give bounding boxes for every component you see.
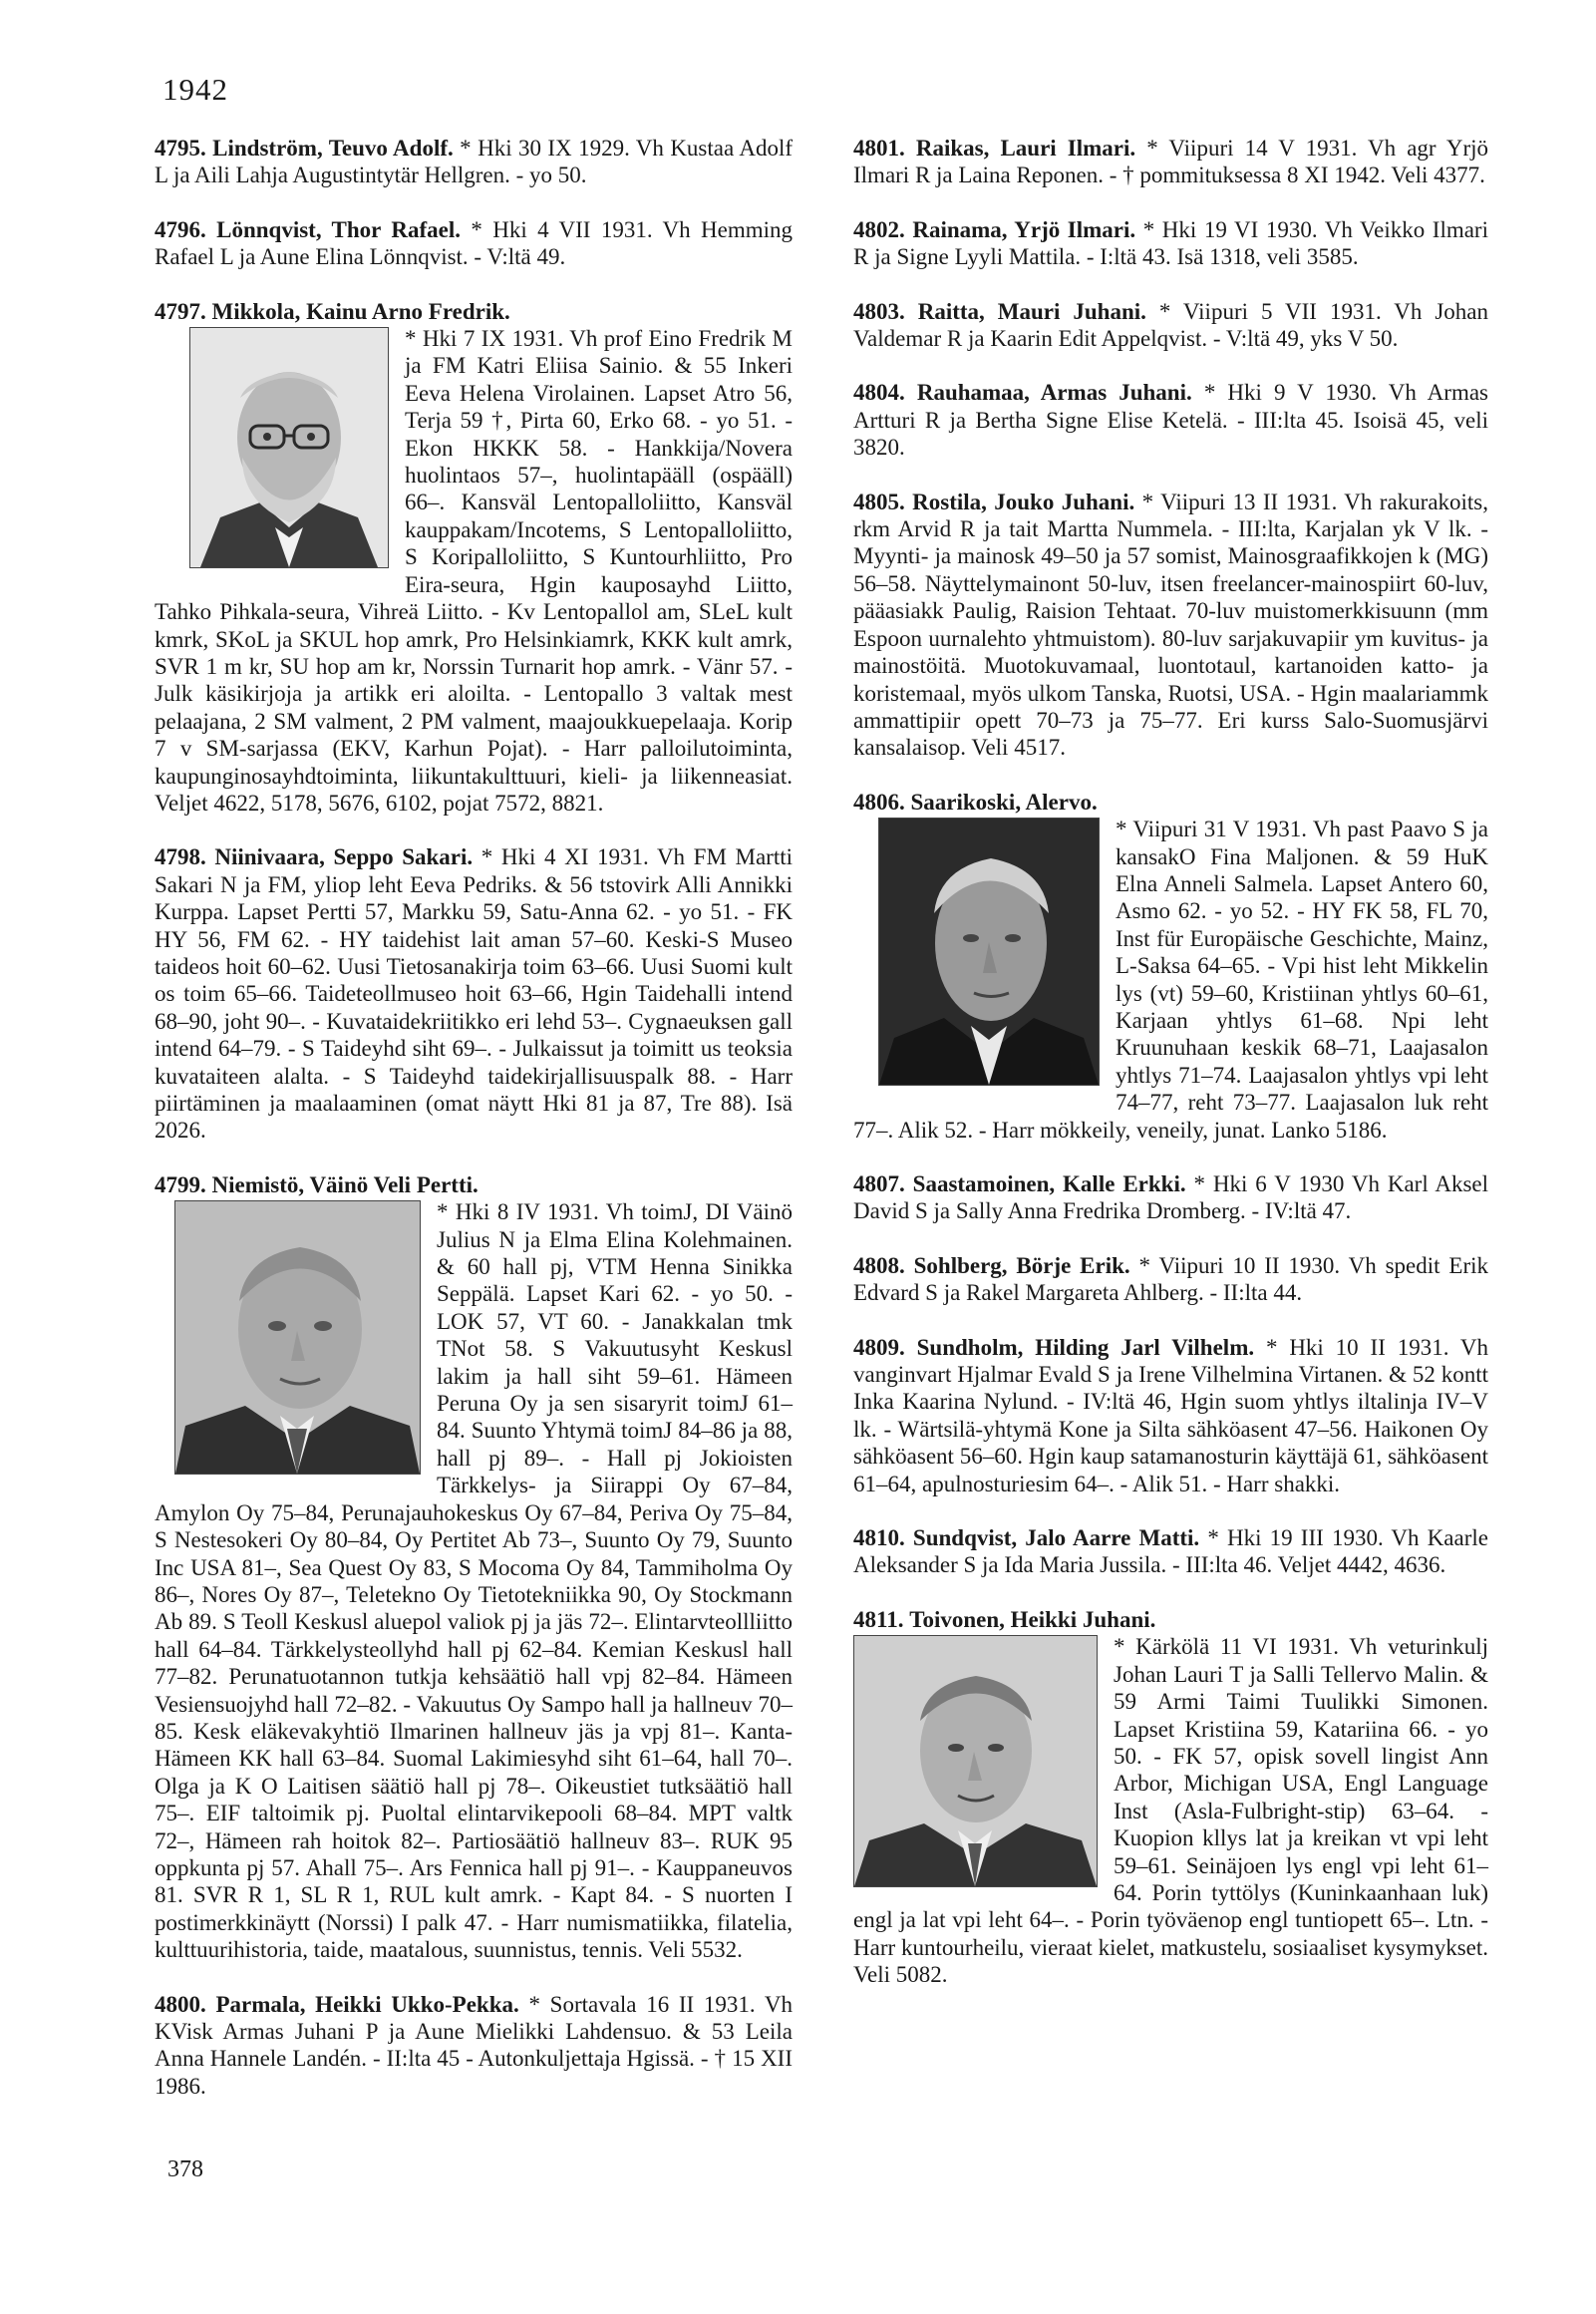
- entry-name: Toivonen, Heikki Juhani.: [909, 1606, 1156, 1632]
- entry-text: * Viipuri 5 VII 1931. Vh Johan Valdemar R ja Kaarin Edit Appelqvist. - V:ltä 49, yks V 50.: [853, 298, 1489, 352]
- entry-text: * Hki 4 VII 1931. Vh Hemming Rafael L ja Aune Elina Lönnqvist. - V:ltä 49.: [155, 216, 794, 270]
- portrait-niemisto: [174, 1200, 421, 1475]
- entry-number: 4801.: [853, 136, 905, 161]
- entry-number: 4803.: [853, 298, 905, 324]
- entry-name: Raitta, Mauri Juhani.: [917, 298, 1146, 324]
- entry-name: Saastamoinen, Kalle Erkki.: [912, 1171, 1186, 1196]
- entry-4807: [853, 1170, 1488, 1225]
- entry-4796: [155, 216, 793, 271]
- entry-number: 4802.: [853, 216, 905, 242]
- portrait-toivonen: [853, 1635, 1098, 1887]
- entry-number: 4804.: [853, 380, 905, 406]
- entry-name: Mikkola, Kainu Arno Fredrik.: [211, 298, 510, 324]
- entry-4809: [853, 1334, 1488, 1497]
- page-number: 378: [167, 2156, 203, 2182]
- entry-text: * Sortavala 16 II 1931. Vh KVisk Armas Juhani P ja Aune Mielikki Lahdensuo. & 53 Leila Anna Hannele Landén. - II:lta 45 - Autonkuljettaja Hgissä. - † 15 XII 1986.: [155, 1991, 794, 2099]
- page-year: 1942: [162, 72, 228, 107]
- entry-number: 4795.: [155, 136, 206, 161]
- entry-4803: [853, 298, 1488, 353]
- entry-number: 4806.: [853, 789, 905, 815]
- entry-name: Sundqvist, Jalo Aarre Matti.: [912, 1525, 1200, 1551]
- entry-4811: [853, 1606, 1488, 1989]
- entry-number: 4808.: [853, 1252, 905, 1278]
- entry-number: 4796.: [155, 216, 206, 242]
- entry-4808: [853, 1252, 1488, 1307]
- entry-4798: [155, 843, 793, 1144]
- entry-name: Sundholm, Hilding Jarl Vilhelm.: [916, 1334, 1255, 1360]
- entry-name: Lindström, Teuvo Adolf.: [212, 136, 454, 161]
- entry-4799: [155, 1171, 793, 1964]
- entry-text: * Hki 6 V 1930 Vh Karl Aksel David S ja Sally Anna Fredrika Dromberg. - IV:ltä 47.: [853, 1171, 1488, 1224]
- entry-text: * Hki 19 VI 1930. Vh Veikko Ilmari R ja Signe Lyyli Mattila. - I:ltä 43. Isä 1318, veli 3585.: [853, 216, 1488, 270]
- entry-text: * Hki 9 V 1930. Vh Armas Artturi R ja Bertha Signe Elise Ketelä. - III:lta 45. Isoisä 45, veli 3820.: [853, 380, 1489, 461]
- entry-name: Rauhamaa, Armas Juhani.: [916, 380, 1192, 406]
- entry-number: 4811.: [853, 1606, 904, 1632]
- entry-number: 4807.: [853, 1171, 905, 1196]
- entry-text: * Hki 19 III 1930. Vh Kaarle Aleksander S ja Ida Maria Jussila. - III:lta 46. Veljet 4442, 4636.: [853, 1525, 1488, 1578]
- entry-text: * Hki 4 XI 1931. Vh FM Martti Sakari N ja FM, yliop leht Eeva Pedriks. & 56 tstovirk Alli Annikki Kurppa. Lapset Pertti 57, Markku 59, Satu-Anna 62. - yo 51. - FK HY 56, FM 62. - HY taidehist lait aman 57–60. Keski-S Museo taideos hoit 60–62. Uusi Tietosanakirja toim 63–66. Uusi Suomi kult os toim 65–66. Taideteollmuseo hoit 63–66, Hgin Taidehalli intend 68–90, joht 90–. - Kuvataidekriitikko eri lehd 53–. Cygnaeuksen gall intend 64–79. - S Taideyhd siht 69–. - Julkaissut ja toimitt us teoksia kuvataiteen alalta. - S Taideyhd taidekirjallisuuspalk 88. - Harr piirtäminen ja maalaaminen (omat näytt Hki 81 ja 87, Tre 88). Isä 2026.: [155, 844, 794, 1144]
- entry-text: * Hki 8 IV 1931. Vh toimJ, DI Väinö Julius N ja Elma Elina Kolehmainen. & 60 hall pj, VTM Henna Sinikka Seppälä. Lapset Kari 62. - yo 50. - LOK 57, VT 60. - Janakkalan tmk TNot 58. S Vakuutusyht Keskusl lakim ja hall siht 59–61. Hämeen Peruna Oy ja sen sisaryrit toimJ 61–84. Suunto Yhtymä toimJ 84–86 ja 88, hall pj 89–. - Hall pj Jokioisten Tärkkelys- ja Siirappi Oy 67–84, Amylon Oy 75–84, Perunajauhokeskus Oy 67–84, Periva Oy 75–84, S Nestesokeri Oy 80–84, Oy Pertitet Ab 73–, Suunto Oy 79, Suunto Inc USA 81–, Sea Quest Oy 83, S Mocoma Oy 84, Tammiholma Oy 86–, Nores Oy 87–, Teletekno Oy Tietotekniikka 90, Oy Stockmann Ab 89. S Teoll Keskusl aluepol valiok pj ja jäs 72–. Elintarvteollliitto hall 64–84. Tärkkelysteollyhd hall pj 62–84. Kemian Keskusl hall 77–82. Perunatuotannon tutkja kehsäätiö hall vpj 82–84. Hämeen Vesiensuojyhd hall 72–82. - Vakuutus Oy Sampo hall ja hallneuv 70–85. Kesk eläkevakyhtiö Ilmarinen hallneuv jäs ja vpj 81–. Kanta-Hämeen KK hall 63–84. Suomal Lakimiesyhd siht 61–64, hall 70–. Olga ja K O Laitisen säätiö hall pj 78–. Oikeustiet tutksäätiö hall 75–. EIF taltoimik pj. Puoltal elintarvikepooli 68–84. MPT valtk 72–, Hämeen rah hoitok 82–. Partiosäätiö hallneuv 83–. RUK 95 oppkunta pj 57. Ahall 75–. Ars Fennica hall pj 91–. - Kauppaneuvos 81. SVR R 1, SL R 1, RUL kult amrk. - Kapt 84. - S nuorten I postimerkkinäytt (Norssi) I palk 47. - Harr numismatiikka, filatelia, kulttuurihistoria, taide, maatalous, suunnistus, tennis. Veli 5532.: [155, 1199, 793, 1963]
- entry-4801: [853, 135, 1488, 189]
- entry-name: Niinivaara, Seppo Sakari.: [214, 844, 474, 870]
- entry-name: Niemistö, Väinö Veli Pertti.: [211, 1171, 479, 1197]
- portrait-mikkola: [189, 327, 389, 568]
- entry-text: * Viipuri 10 II 1930. Vh spedit Erik Edvard S ja Rakel Margareta Ahlberg. - II:lta 44.: [853, 1252, 1488, 1306]
- entry-number: 4810.: [853, 1525, 905, 1551]
- entry-4806: [853, 789, 1488, 1144]
- entry-4810: [853, 1524, 1488, 1579]
- entry-name: Sohlberg, Börje Erik.: [913, 1252, 1130, 1278]
- right-column: [853, 135, 1488, 2016]
- entry-number: 4805.: [853, 489, 905, 514]
- entry-name: Lönnqvist, Thor Rafael.: [216, 216, 461, 242]
- entry-text: * Hki 10 II 1931. Vh vanginvart Hjalmar Evald S ja Irene Vilhelmina Virtanen. & 52 kontt Inka Kaarina Nylund. - IV:ltä 46, Hgin suom yhtlys iltalinja IV–V lk. - Wärtsilä-yhtymä Kone ja Silta sähköasent 47–56. Haikonen Oy sähköasent 56–60. Hgin kaup satamanosturin käyttäjä 61, sähköasent 61–64, apulnosturiesim 64–. - Alik 51. - Harr shakki.: [853, 1334, 1489, 1496]
- entry-name: Rostila, Jouko Juhani.: [912, 489, 1135, 514]
- entry-4795: [155, 135, 793, 189]
- entry-name: Raikas, Lauri Ilmari.: [915, 136, 1136, 161]
- entry-name: Rainama, Yrjö Ilmari.: [912, 216, 1136, 242]
- entry-text: * Hki 7 IX 1931. Vh prof Eino Fredrik M ja FM Katri Eliisa Sainio. & 55 Inkeri Eeva Helena Virolainen. Lapset Atro 56, Terja 59 †, Pirta 60, Erko 68. - yo 51. - Ekon HKKK 58. - Hankkija/Novera huolintaos 57–, huolintapääll (ospääll) 66–. Kansväl Lentopalloliitto, Kansväl kauppakam/Incotems, S Lentopalloliitto, S Koripalloliitto, S Kuntourhliitto, Pro Eira-seura, Hgin kauposayhd Liitto, Tahko Pihkala-seura, Vihreä Liitto. - Kv Lentopallol am, SLeL kult kmrk, SKoL ja SKUL hop amrk, Pro Helsinkiamrk, KKK kult amrk, SVR 1 m kr, SU hop am kr, Norssin Turnarit hop amrk. - Vänr 57. - Julk käsikirjoja ja artikk eri aloilta. - Lentopallo 3 valtak mest pelaajana, 2 SM valment, 2 PM valment, maajoukkuepelaaja. Korip 7 v SM-sarjassa (EKV, Karhun Pojat). - Harr palloilutoiminta, kaupunginosayhdtoiminta, liikuntakulttuuri, kieli- ja liikenneasiat. Veljet 4622, 5178, 5676, 6102, pojat 7572, 8821.: [155, 326, 793, 816]
- entry-4800: [155, 1991, 793, 2101]
- entry-name: Saarikoski, Alervo.: [910, 789, 1098, 815]
- entry-number: 4800.: [155, 1991, 206, 2017]
- entry-4797: [155, 298, 793, 818]
- entry-name: Parmala, Heikki Ukko-Pekka.: [215, 1991, 519, 2017]
- entry-text: * Viipuri 14 V 1931. Vh agr Yrjö Ilmari R ja Laina Reponen. - † pommituksessa 8 XI 1942. Veli 4377.: [853, 136, 1488, 188]
- entry-4805: [853, 489, 1488, 762]
- entry-number: 4798.: [155, 844, 206, 870]
- entry-text: * Viipuri 31 V 1931. Vh past Paavo S ja kansakO Fina Maljonen. & 59 HuK Elna Anneli Salmela. Lapset Antero 60, Asmo 62. - yo 52. - HY FK 58, FL 70, Inst für Europäische Geschichte, Mainz, L-Saksa 64–65. - Vpi hist leht Mikkelin lys (vt) 59–60, Kristiinan yhtlys 60–61, Karjaan yhtlys 61–68. Npi leht Kruunuhaan keskik 68–71, Laajasalon yhtlys 71–74. Laajasalon yhtlys vpi leht 74–77, reht 73–77. Laajasalon luk reht 77–. Alik 52. - Harr mökkeily, veneily, junat. Lanko 5186.: [853, 817, 1488, 1143]
- entry-text: * Hki 30 IX 1929. Vh Kustaa Adolf L ja Aili Lahja Augustintytär Hellgren. - yo 50.: [155, 136, 793, 188]
- entry-number: 4797.: [155, 298, 206, 324]
- entry-text: * Viipuri 13 II 1931. Vh rakurakoits, rkm Arvid R ja tait Martta Nummela. - III:lta, Karjalan yk V lk. - Myynti- ja mainosk 49–50 ja 57 somist, Mainosgraafikkojen k (MG) 56–58. Näyttelymainont 50-luv, itsen freelancer-mainospiirt 60-luv, pääasiakk Paulig, Raision Tehtaat. 70-luv muistomerkkisuunn (mm Espoon uurnalehto yhtmuistom). 80-luv sarjakuvapiir ym kuvitus- ja mainostöitä. Muotokuvamaal, luontotaul, kartanoiden katto- ja koristemaal, myös ulkom Tanska, Ruotsi, USA. - Hgin maalariammk ammattipiir opett 70–73 ja 75–77. Eri kurss Salo-Suomusjärvi kansalaisop. Veli 4517.: [853, 489, 1489, 761]
- entry-text: * Kärkölä 11 VI 1931. Vh veturinkulj Johan Lauri T ja Salli Tellervo Malin. & 59 Armi Taimi Tuulikki Simonen. Lapset Kristiina 59, Katariina 66. - yo 50. - FK 57, opisk sovell lingist Ann Arbor, Michigan USA, Engl Language Inst (Asla-Fulbright-stip) 63–64. - Kuopion kllys lat ja kreikan vt vpi leht 59–61. Seinäjoen lys engl vpi leht 61–64. Porin tyttölys (Kuninkaanhaan luk) engl ja lat vpi leht 64–. - Porin työväenop engl tuntiopett 65–. Ltn. - Harr kuntourheilu, vieraat kielet, matkustelu, sosiaaliset kysymykset. Veli 5082.: [853, 1634, 1488, 1988]
- entry-number: 4809.: [853, 1334, 905, 1360]
- entry-number: 4799.: [155, 1171, 206, 1197]
- entry-4802: [853, 216, 1488, 271]
- portrait-saarikoski: [878, 818, 1100, 1086]
- entry-4804: [853, 379, 1488, 461]
- left-column: [155, 135, 793, 2127]
